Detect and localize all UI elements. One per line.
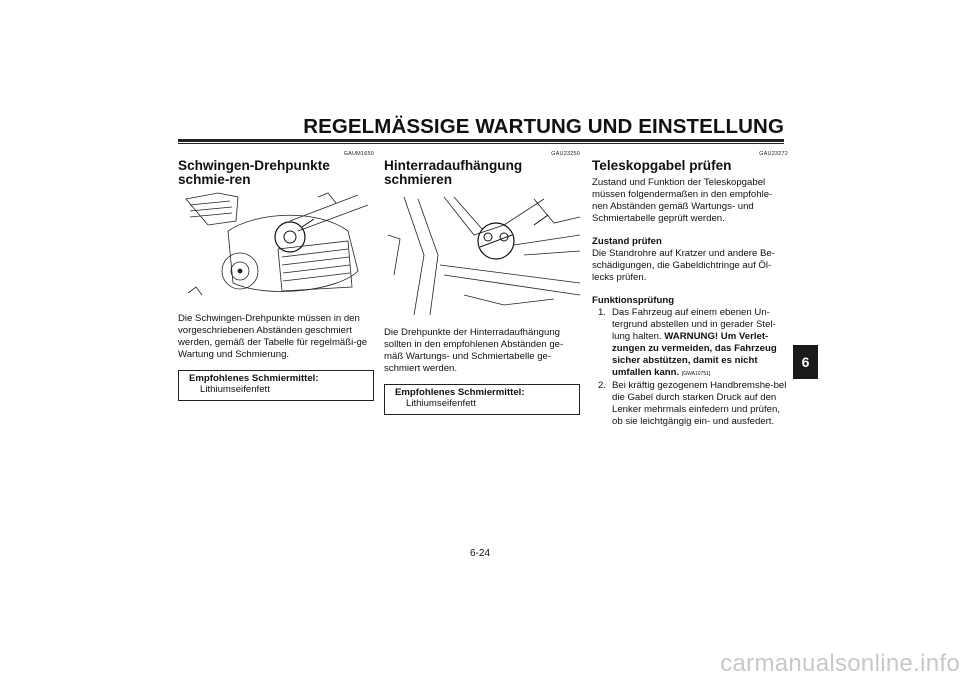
step-item [592,307,788,380]
lubricant-label: Empfohlenes Schmiermittel: [189,373,319,384]
section-code: GAUM1650 [343,151,374,157]
section-body: Die Drehpunkte der Hinterradaufhängung sollten in den empfohlenen Abständen ge-mäß Wartungs- und Schmiertabelle ge-schmiert werden. [384,327,564,374]
chapter-tab[interactable]: 6 [793,345,818,379]
section-title: Schwingen-Drehpunkte schmie-ren [178,158,330,187]
section-intro: Zustand und Funktion der Teleskopgabel müssen folgendermaßen in den empfohle-nen Abständen gemäß Wartungs- und Schmiertabelle geprüft werden. [592,177,773,224]
condition-text: Die Standrohre auf Kratzer und andere Be-schädigungen, die Gabeldichtringe auf Öl-lecks prüfen. [592,248,775,283]
step-number: 2. [598,380,607,391]
rear-suspension-illustration [384,195,580,319]
warning-text: WARNUNG! Um Verlet-zungen zu vermeiden, das Fahrzeug sicher abstützen, damit es nicht umfallen kann. [612,331,777,378]
swingarm-illustration [178,191,374,305]
step-number: 1. [598,307,607,318]
header-rule-thin [178,143,784,144]
section-rear-suspension [384,150,580,415]
step-text: Das Fahrzeug auf einem ebenen Un-tergrund abstellen und in gerader Stel-lung halten. [612,307,776,342]
subhead-condition: Zustand prüfen [592,236,662,247]
section-swingarm [178,150,374,401]
page-number: 6-24 [469,548,490,559]
step-text: Bei kräftig gezogenem Handbremshe-bel die Gabel durch starken Druck auf den Lenker mehrmals einfedern und prüfen, ob sie leichtgängig ein- und ausfedert. [612,380,787,427]
lubricant-box [178,370,374,401]
warning-code: [GWA10751] [681,371,711,377]
header-rule [178,139,784,142]
lubricant-value: Lithiumseifenfett [406,398,476,409]
header-title: REGELMÄSSIGE WARTUNG UND EINSTELLUNG [303,115,784,138]
lubricant-value: Lithiumseifenfett [200,384,270,395]
section-title: Teleskopgabel prüfen [592,158,732,173]
lubricant-label: Empfohlenes Schmiermittel: [395,387,525,398]
section-code: GAU23272 [759,151,788,157]
section-title: Hinterradaufhängung schmieren [384,158,523,187]
subhead-function: Funktionsprüfung [592,295,675,306]
section-front-fork [592,150,788,428]
function-steps [592,307,788,428]
section-body: Die Schwingen-Drehpunkte müssen in den vorgeschriebenen Abständen geschmiert werden, gemäß der Tabelle für regelmäßi-ge Wartung und Schmierung. [178,313,368,360]
section-code: GAU23250 [551,151,580,157]
lubricant-box [384,384,580,415]
watermark[interactable]: carmanualsonline.info [720,650,960,677]
step-item [592,380,788,428]
